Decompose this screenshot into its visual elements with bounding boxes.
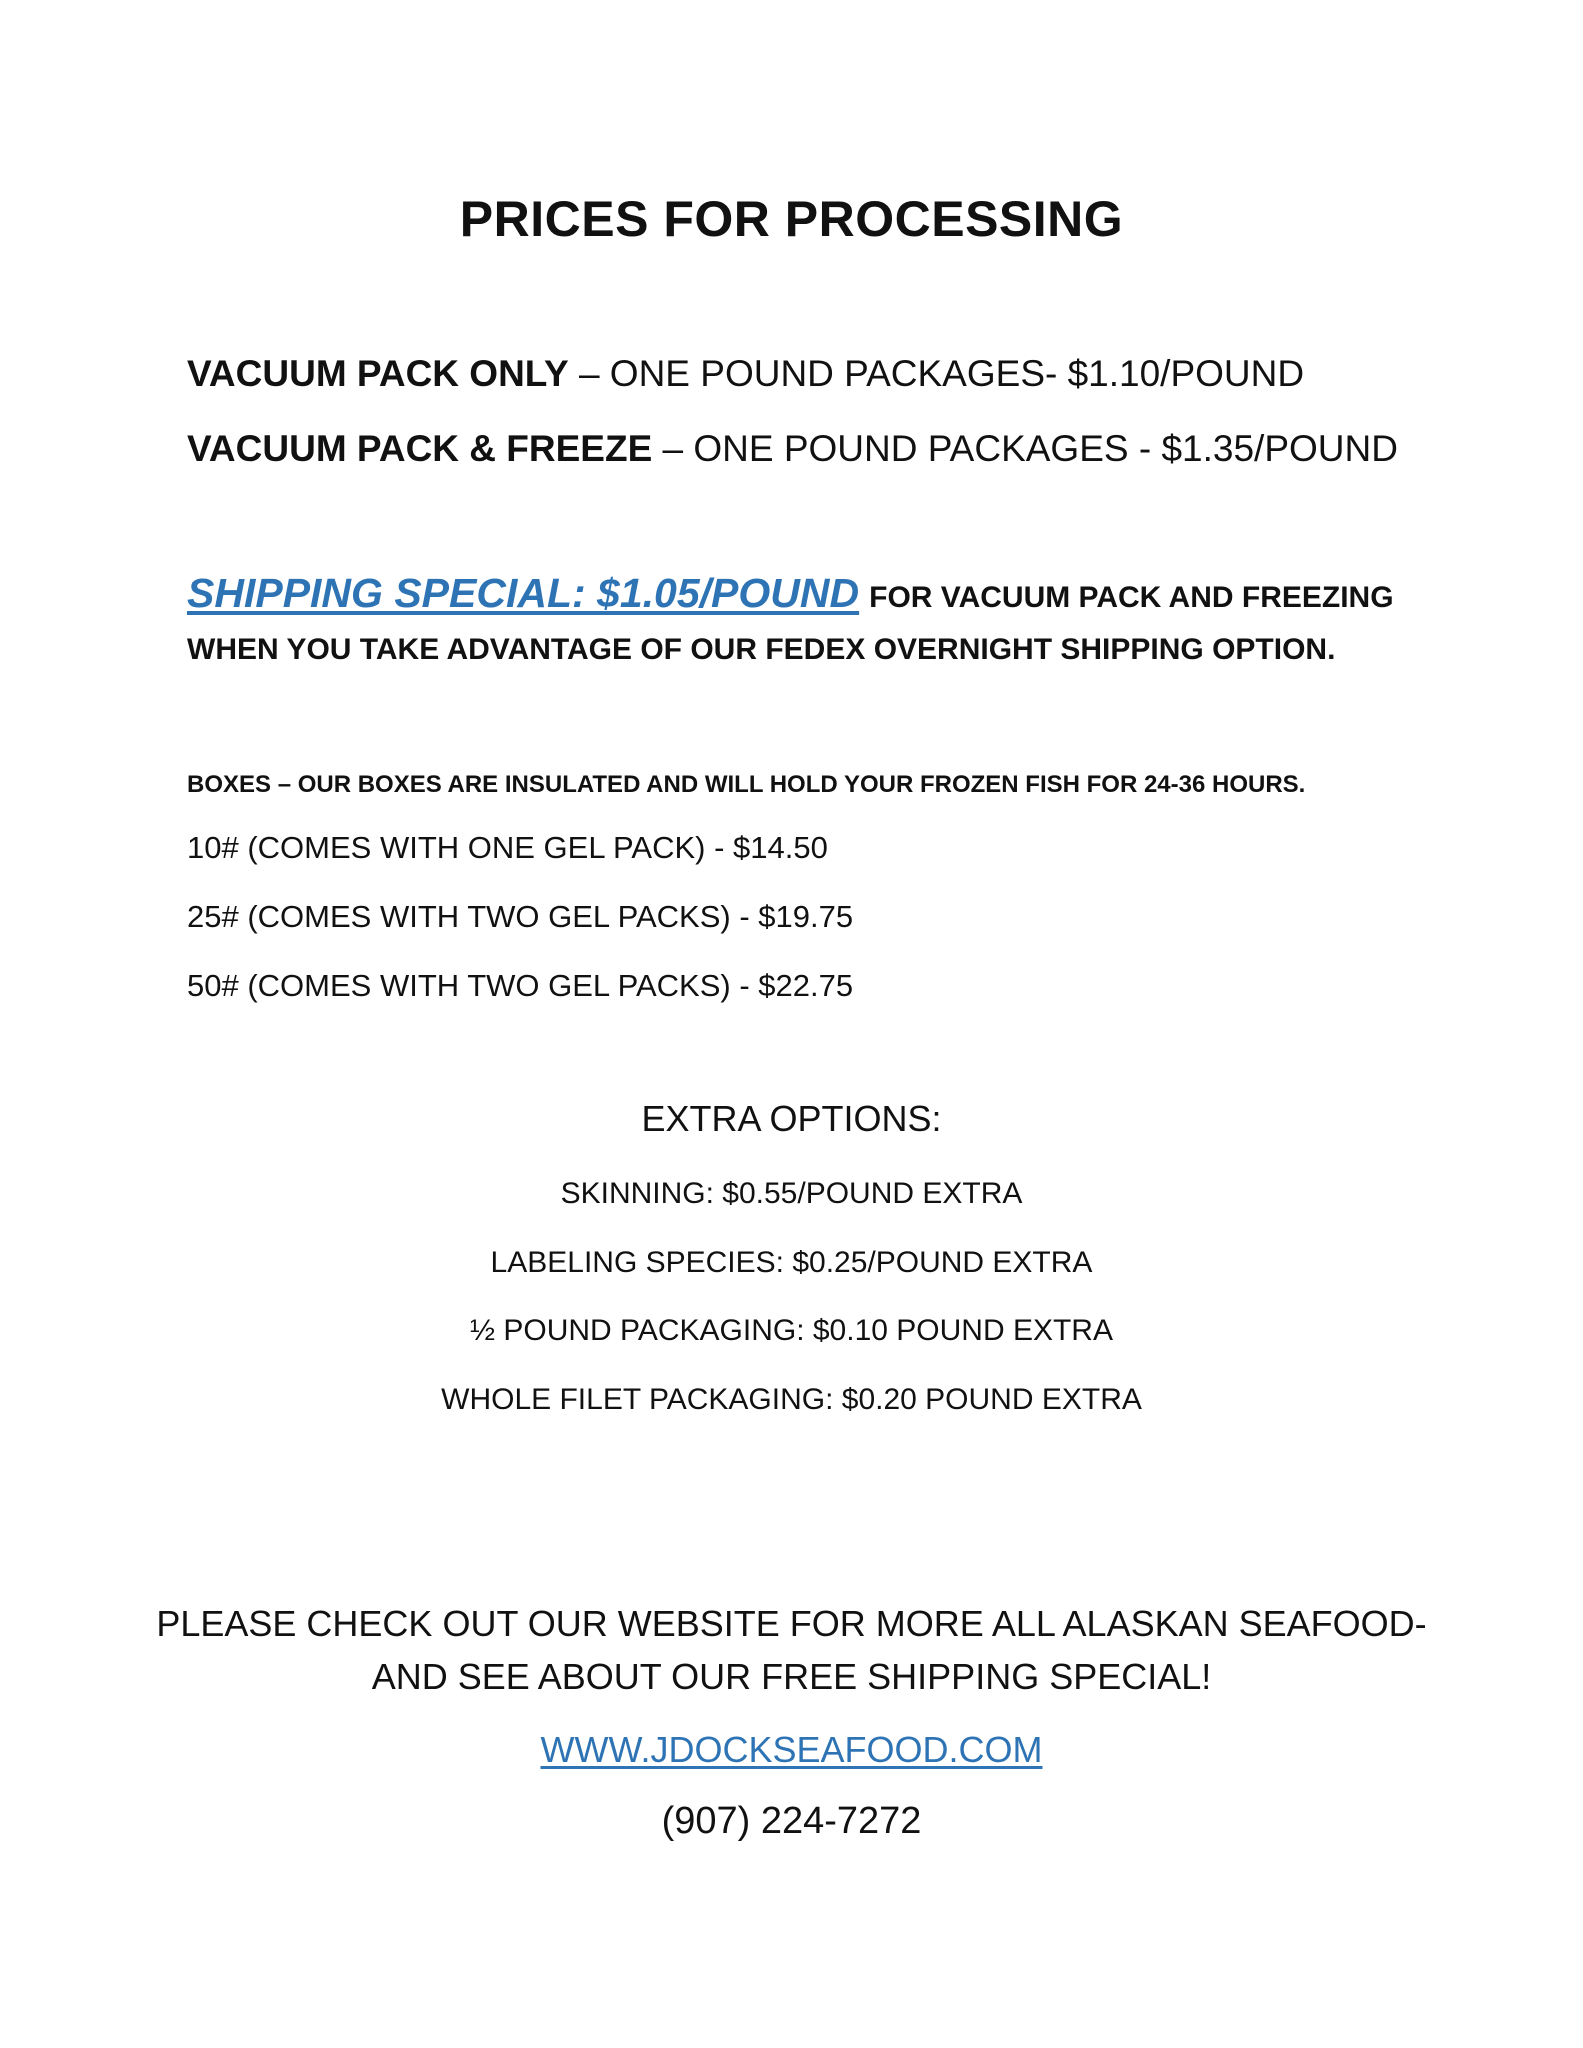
extra-option-item: ½ POUND PACKAGING: $0.10 POUND EXTRA [470, 1314, 1113, 1347]
extra-options-title: EXTRA OPTIONS: [641, 1098, 942, 1139]
extra-option-item: SKINNING: $0.55/POUND EXTRA [560, 1177, 1023, 1210]
extra-option-item: LABELING SPECIES: $0.25/POUND EXTRA [490, 1246, 1093, 1279]
website-link-row [0, 1729, 1583, 1771]
phone-number: (907) 224-7272 [661, 1800, 922, 1842]
price-label: VACUUM PACK ONLY [187, 353, 569, 394]
shipping-special-line2: WHEN YOU TAKE ADVANTAGE OF OUR FEDEX OVERNIGHT SHIPPING OPTION. [187, 633, 1336, 666]
price-detail: – ONE POUND PACKAGES - $1.35/POUND [652, 428, 1398, 469]
price-label: VACUUM PACK & FREEZE [187, 428, 653, 469]
page-title: PRICES FOR PROCESSING [459, 191, 1124, 247]
shipping-special-highlight: SHIPPING SPECIAL: $1.05/POUND [187, 570, 860, 616]
price-detail: – ONE POUND PACKAGES- $1.10/POUND [568, 353, 1305, 394]
website-link[interactable]: WWW.JDOCKSEAFOOD.COM [540, 1729, 1043, 1770]
box-item: 25# (COMES WITH TWO GEL PACKS) - $19.75 [187, 899, 854, 934]
footer-line1: PLEASE CHECK OUT OUR WEBSITE FOR MORE ALL ALASKAN SEAFOOD- [156, 1603, 1427, 1644]
shipping-special [187, 570, 1394, 617]
extra-option-item: WHOLE FILET PACKAGING: $0.20 POUND EXTRA [441, 1383, 1142, 1416]
box-item: 10# (COMES WITH ONE GEL PACK) - $14.50 [187, 830, 828, 865]
box-item: 50# (COMES WITH TWO GEL PACKS) - $22.75 [187, 968, 854, 1003]
shipping-special-rest: FOR VACUUM PACK AND FREEZING [869, 581, 1394, 614]
boxes-heading: BOXES – OUR BOXES ARE INSULATED AND WILL HOLD YOUR FROZEN FISH FOR 24-36 HOURS. [187, 771, 1306, 798]
footer-line2: AND SEE ABOUT OUR FREE SHIPPING SPECIAL! [371, 1656, 1212, 1697]
price-vacuum-pack-only [187, 353, 1304, 395]
price-vacuum-pack-freeze [187, 428, 1398, 470]
